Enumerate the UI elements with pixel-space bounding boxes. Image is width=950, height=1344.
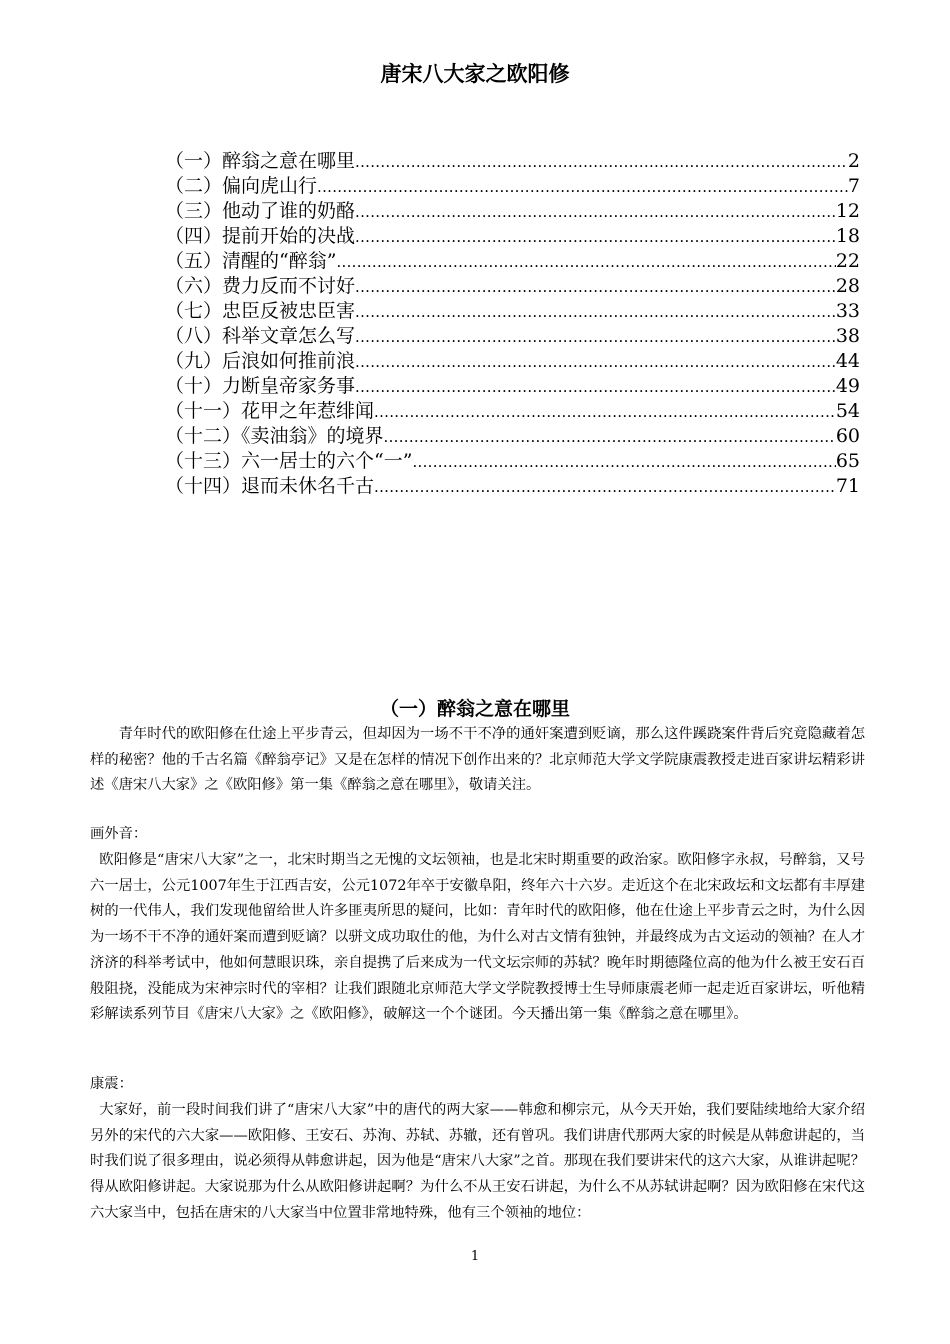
toc-entry-page: 28 xyxy=(835,275,860,297)
toc-leader-dots xyxy=(355,300,836,324)
toc-entry-label: （十一）花甲之年惹绯闻 xyxy=(165,400,375,422)
toc-entry-label: （十）力断皇帝家务事 xyxy=(165,375,356,397)
toc-leader-dots xyxy=(355,150,848,174)
speaker-label: 康震： xyxy=(90,1076,133,1092)
toc-entry-label: （十二）《卖油翁》的境界 xyxy=(165,425,384,447)
toc-leader-dots xyxy=(355,350,836,374)
toc-entry-page: 54 xyxy=(835,400,860,422)
toc-entry-label: （十四）退而未休名千古 xyxy=(165,475,375,497)
toc-entry-page: 60 xyxy=(835,425,860,447)
toc-entry-page: 22 xyxy=(835,250,860,272)
toc-leader-dots xyxy=(336,250,835,274)
toc-entry-label: （七）忠臣反被忠臣害 xyxy=(165,300,356,322)
toc-entry-page: 2 xyxy=(847,150,860,172)
toc-entry-page: 38 xyxy=(835,325,860,347)
toc-leader-dots xyxy=(412,450,835,474)
narration-paragraph: 欧阳修是“唐宋八大家”之一，北宋时期当之无愧的文坛领袖，也是北宋时期重要的政治家。欧阳修字永叔，号醉翁，又号六一居士，公元1007年生于江西吉安，公元1072年卒于安徽阜阳，终年六十六岁。走近这个在北宋政坛和文坛都有丰厚建树的一代伟人，我们发现他留给世人许多匪夷所思的疑问，比如：青年时代的欧阳修，他在仕途上平步青云之时，为什么因为一场不干不净的通奸案而遭到贬谪？以骈文成功取仕的他，为什么对古文情有独钟，并最终成为古文运动的领袖？在人才济济的科举考试中，他如何慧眼识珠，亲自提携了后来成为一代文坛宗师的苏轼？晚年时期德隆位高的他为什么被王安石百般阻挠，没能成为宋神宗时代的宰相？让我们跟随北京师范大学文学院教授博士生导师康震老师一起走近百家讲坛，听他精彩解读系列节目《唐宋八大家》之《欧阳修》，破解这一个个谜团。今天播出第一集《醉翁之意在哪里》。 xyxy=(90,852,865,1023)
toc-entry-page: 71 xyxy=(835,475,860,497)
toc-entry-label: （九）后浪如何推前浪 xyxy=(165,350,356,372)
toc-entry[interactable] xyxy=(165,374,860,399)
table-of-contents xyxy=(165,149,860,499)
toc-entry[interactable] xyxy=(165,249,860,274)
toc-leader-dots xyxy=(384,425,836,449)
toc-entry-page: 65 xyxy=(835,450,860,472)
toc-entry-label: （一）醉翁之意在哪里 xyxy=(165,150,356,172)
toc-entry[interactable] xyxy=(165,199,860,224)
toc-entry[interactable] xyxy=(165,424,860,449)
toc-entry-label: （五）清醒的“醉翁” xyxy=(165,250,337,272)
toc-leader-dots xyxy=(355,275,836,299)
toc-entry[interactable] xyxy=(165,174,860,199)
toc-leader-dots xyxy=(355,325,836,349)
toc-entry-label: （二）偏向虎山行 xyxy=(165,175,318,197)
toc-entry-page: 44 xyxy=(835,350,860,372)
toc-entry[interactable] xyxy=(165,299,860,324)
toc-leader-dots xyxy=(355,375,836,399)
toc-entry-page: 49 xyxy=(835,375,860,397)
toc-entry-label: （八）科举文章怎么写 xyxy=(165,325,356,347)
toc-entry[interactable] xyxy=(165,274,860,299)
narration-label: 画外音： xyxy=(90,826,148,842)
section-title: （一）醉翁之意在哪里 xyxy=(379,698,570,720)
toc-entry[interactable] xyxy=(165,224,860,249)
toc-entry-label: （四）提前开始的决战 xyxy=(165,225,356,247)
toc-entry[interactable] xyxy=(165,474,860,499)
page-number: 1 xyxy=(470,1249,480,1264)
toc-leader-dots xyxy=(355,200,836,224)
toc-entry[interactable] xyxy=(165,349,860,374)
toc-entry[interactable] xyxy=(165,399,860,424)
toc-entry-page: 7 xyxy=(847,175,860,197)
toc-leader-dots xyxy=(374,400,836,424)
document-title: 唐宋八大家之欧阳修 xyxy=(380,62,570,86)
toc-leader-dots xyxy=(374,475,836,499)
toc-entry[interactable] xyxy=(165,324,860,349)
toc-entry-label: （三）他动了谁的奶酪 xyxy=(165,200,356,222)
toc-entry-label: （十三）六一居士的六个“一” xyxy=(165,450,413,472)
toc-entry-page: 18 xyxy=(835,225,860,247)
toc-leader-dots xyxy=(317,175,848,199)
toc-entry-page: 33 xyxy=(835,300,860,322)
speech-paragraph: 大家好，前一段时间我们讲了“唐宋八大家”中的唐代的两大家——韩愈和柳宗元，从今天开始，我们要陆续地给大家介绍另外的宋代的六大家——欧阳修、王安石、苏洵、苏轼、苏辙，还有曾巩。我们讲唐代那两大家的时候是从韩愈讲起的，当时我们说了很多理由，说必须得从韩愈讲起，因为他是“唐宋八大家”之首。那现在我们要讲宋代的这六大家，从谁讲起呢？得从欧阳修讲起。大家说那为什么从欧阳修讲起啊？为什么不从王安石讲起，为什么不从苏轼讲起啊？因为欧阳修在宋代这六大家当中，包括在唐宋的八大家当中位置非常地特殊，他有三个领袖的地位： xyxy=(90,1102,865,1221)
toc-entry-label: （六）费力反而不讨好 xyxy=(165,275,356,297)
toc-entry[interactable] xyxy=(165,449,860,474)
intro-paragraph: 青年时代的欧阳修在仕途上平步青云，但却因为一场不干不净的通奸案遭到贬谪，那么这件蹊跷案件背后究竟隐藏着怎样的秘密？他的千古名篇《醉翁亭记》又是在怎样的情况下创作出来的？北京师范大学文学院康震教授走进百家讲坛精彩讲述《唐宋八大家》之《欧阳修》第一集《醉翁之意在哪里》，敬请关注。 xyxy=(90,726,865,794)
toc-leader-dots xyxy=(355,225,836,249)
toc-entry-page: 12 xyxy=(835,200,860,222)
toc-entry[interactable] xyxy=(165,149,860,174)
